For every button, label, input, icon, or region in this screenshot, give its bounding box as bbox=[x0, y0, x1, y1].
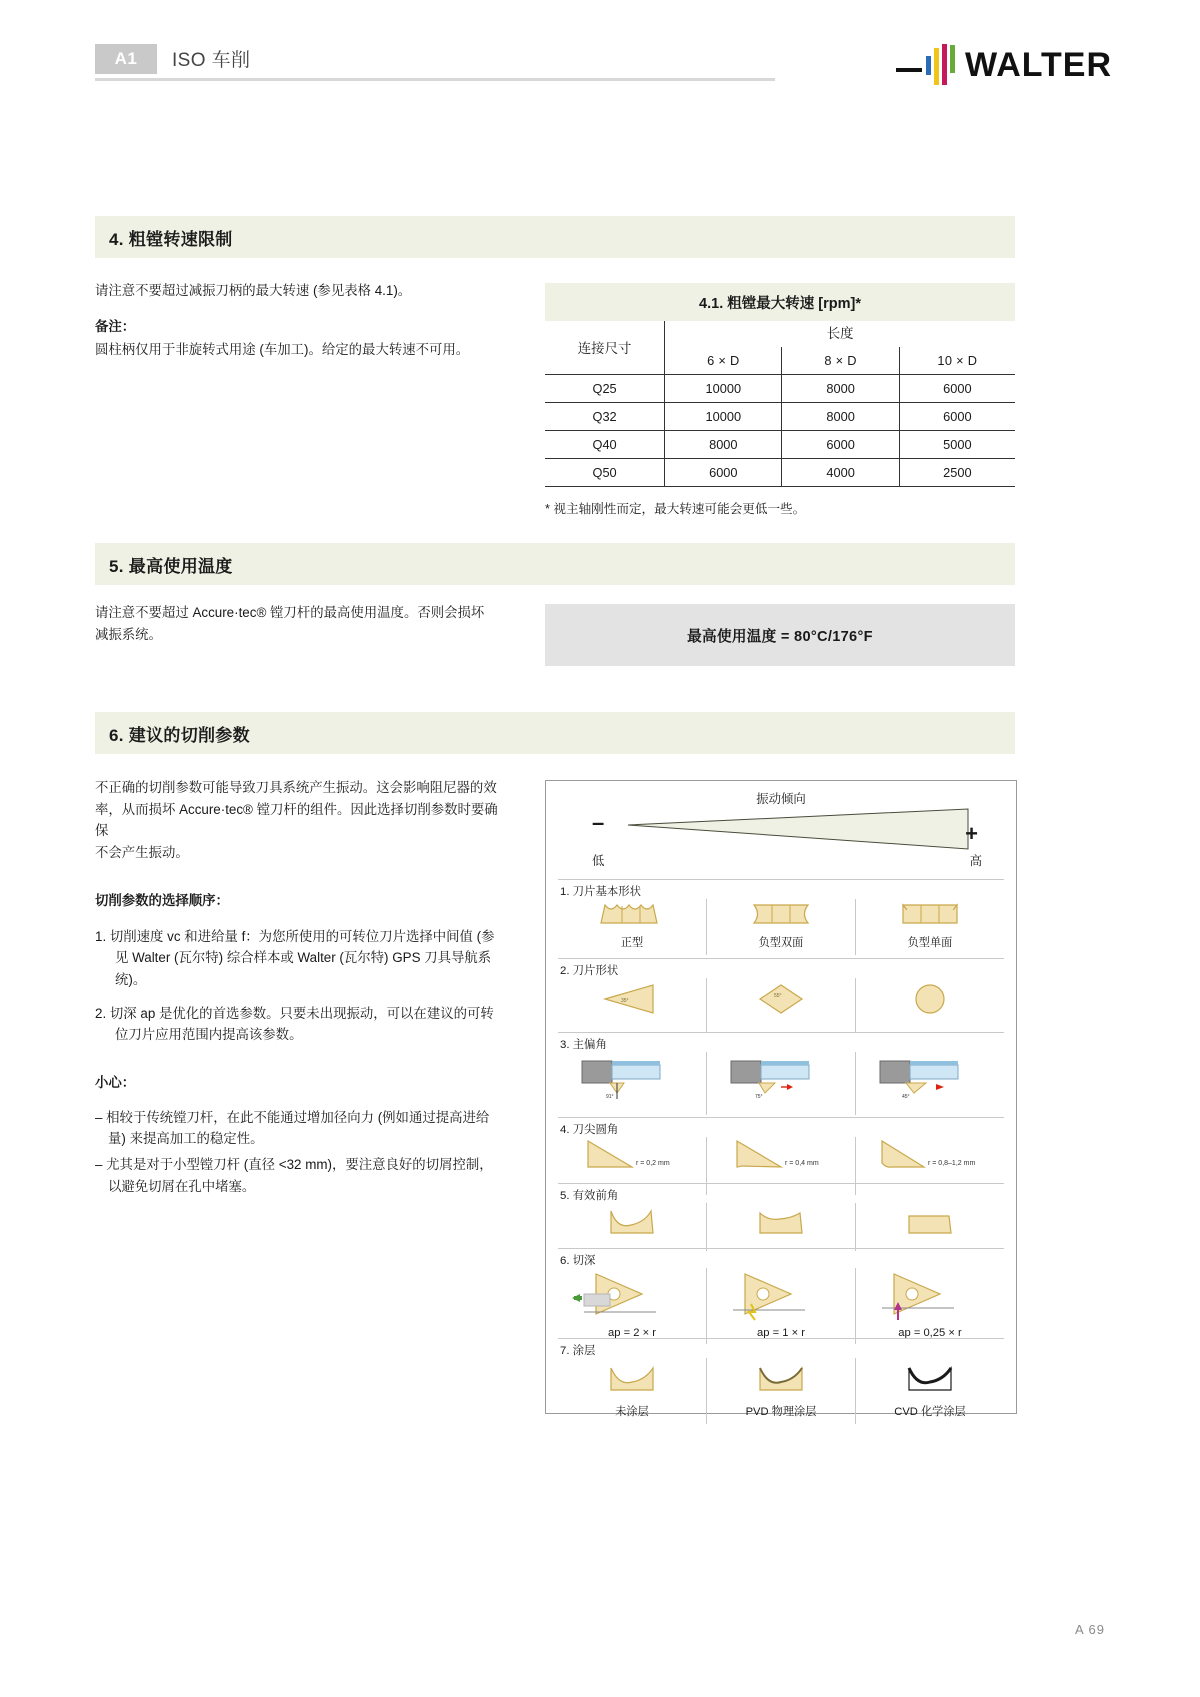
table-4-1-grid bbox=[545, 321, 1015, 487]
cell-caption: ap = 1 × r bbox=[757, 1327, 805, 1339]
logo-dash-icon bbox=[896, 68, 922, 72]
row-label: 7. 涂层 bbox=[560, 1345, 596, 1357]
insert-negative-double-icon bbox=[744, 899, 818, 931]
section-6-para-1a: 不正确的切削参数可能导致刀具系统产生振动。这会影响阻尼器的效 bbox=[95, 780, 497, 795]
figure-row-lead-angle bbox=[558, 1032, 1004, 1115]
row-label: 3. 主偏角 bbox=[560, 1039, 607, 1051]
rake-mid-icon bbox=[746, 1203, 816, 1243]
section-6-text bbox=[95, 777, 500, 1202]
max-temperature-value: 最高使用温度 = 80°C/176°F bbox=[687, 628, 873, 645]
row-0-val-1: 8000 bbox=[826, 381, 855, 396]
svg-text:55°: 55° bbox=[774, 993, 782, 999]
list-item: – 尤其是对于小型镗刀杆 (直径 <32 mm)，要注意良好的切屑控制，以避免切屑在孔中堵塞。 bbox=[95, 1157, 493, 1194]
section-6-caution-list bbox=[95, 1107, 500, 1198]
row-2-val-1: 6000 bbox=[826, 437, 855, 452]
table-row bbox=[545, 403, 1015, 431]
wedge-scale-labels bbox=[592, 851, 982, 869]
kappa-45-icon bbox=[874, 1052, 986, 1107]
coating-none-icon bbox=[597, 1358, 667, 1400]
page-number: A 69 bbox=[1074, 1622, 1105, 1637]
row-0-size: Q25 bbox=[592, 381, 617, 396]
nose-large-icon bbox=[866, 1137, 994, 1175]
shape-round-icon bbox=[895, 978, 965, 1024]
table-4-1-footnote: * 视主轴刚性而定，最大转速可能会更低一些。 bbox=[545, 502, 806, 516]
table-group-header: 长度 bbox=[826, 326, 854, 341]
row-label: 1. 刀片基本形状 bbox=[560, 886, 642, 898]
figure-cell bbox=[706, 899, 855, 955]
row-2-val-2: 5000 bbox=[943, 437, 972, 452]
section-6-para-1c: 不会产生振动。 bbox=[95, 845, 189, 861]
figure-cell bbox=[706, 1268, 855, 1344]
svg-text:r = 0,8–1,2 mm: r = 0,8–1,2 mm bbox=[928, 1160, 976, 1167]
header-divider bbox=[95, 78, 775, 81]
table-length-header-2: 10 × D bbox=[937, 353, 978, 368]
section-5-banner bbox=[95, 543, 1015, 585]
shape-55deg-icon bbox=[746, 978, 816, 1024]
section-6-ordered-list bbox=[95, 926, 500, 1047]
section-5-heading: 5. 最高使用温度 bbox=[109, 556, 233, 576]
minus-sign: – bbox=[592, 810, 605, 835]
cell-caption: 负型单面 bbox=[907, 937, 953, 949]
scale-high-label: 高 bbox=[969, 854, 982, 868]
figure-cell bbox=[558, 1268, 706, 1344]
table-length-header-0: 6 × D bbox=[707, 353, 740, 368]
cell-caption: CVD 化学涂层 bbox=[894, 1406, 966, 1418]
figure-cell bbox=[558, 1203, 706, 1251]
insert-positive-icon bbox=[595, 899, 669, 931]
table-length-header-1: 8 × D bbox=[824, 353, 857, 368]
kappa-75-icon bbox=[725, 1052, 837, 1107]
cell-caption: ap = 0,25 × r bbox=[898, 1327, 962, 1339]
cell-caption: 负型双面 bbox=[758, 937, 804, 949]
figure-cell bbox=[706, 1203, 855, 1251]
shape-35deg-icon bbox=[597, 978, 667, 1024]
row-3-val-2: 2500 bbox=[943, 465, 972, 480]
svg-text:75°: 75° bbox=[755, 1094, 763, 1100]
doc-2r-icon bbox=[570, 1268, 694, 1324]
section-6-caution-label: 小心： bbox=[95, 1075, 136, 1091]
cell-caption: 正型 bbox=[620, 937, 644, 949]
nose-medium-icon bbox=[721, 1137, 841, 1175]
section-6-order-label: 切削参数的选择顺序： bbox=[95, 892, 229, 908]
figure-cell bbox=[706, 978, 855, 1032]
rake-high-icon bbox=[597, 1203, 667, 1243]
list-item: 1. 切削速度 vc 和进给量 f：为您所使用的可转位刀片选择中间值 (参见 Walter (瓦尔特) 综合样本或 Walter (瓦尔特) GPS 刀具导航系统)。 bbox=[95, 928, 495, 987]
nose-small-icon bbox=[572, 1137, 692, 1175]
cell-caption: 未涂层 bbox=[615, 1406, 649, 1418]
table-row bbox=[545, 375, 1015, 403]
figure-cell bbox=[558, 899, 706, 955]
figure-cell bbox=[706, 1052, 855, 1115]
row-1-val-2: 6000 bbox=[943, 409, 972, 424]
row-3-size: Q50 bbox=[592, 465, 617, 480]
table-header-row-group bbox=[545, 321, 1015, 347]
row-3-val-1: 4000 bbox=[826, 465, 855, 480]
figure-cell bbox=[855, 1052, 1004, 1115]
plus-sign: + bbox=[965, 821, 978, 846]
row-1-val-0: 10000 bbox=[705, 409, 742, 424]
coating-pvd-icon bbox=[746, 1358, 816, 1400]
figure-cell bbox=[855, 1203, 1004, 1251]
row-1-val-1: 8000 bbox=[826, 409, 855, 424]
section-4-heading: 4. 粗镗转速限制 bbox=[109, 229, 233, 249]
page-header bbox=[0, 0, 1200, 110]
row-0-val-0: 10000 bbox=[705, 381, 742, 396]
logo-wordmark: WALTER bbox=[964, 46, 1112, 84]
section-4-banner bbox=[95, 216, 1015, 258]
section-4-note-text: 圆柱柄仅用于非旋转式用途 (车加工)。给定的最大转速不可用。 bbox=[95, 342, 470, 358]
svg-text:45°: 45° bbox=[902, 1094, 910, 1100]
figure-row-coating bbox=[558, 1338, 1004, 1424]
table-row bbox=[545, 431, 1015, 459]
row-2-val-0: 8000 bbox=[709, 437, 738, 452]
kappa-91-icon bbox=[576, 1052, 688, 1107]
figure-row-depth-of-cut bbox=[558, 1248, 1004, 1344]
walter-logo bbox=[896, 44, 1112, 86]
svg-text:r = 0,4 mm: r = 0,4 mm bbox=[785, 1160, 819, 1167]
list-item: – 相较于传统镗刀杆，在此不能通过增加径向力 (例如通过提高进给量) 来提高加工的稳定性。 bbox=[95, 1109, 490, 1147]
max-temperature-box bbox=[545, 604, 1015, 666]
section-5-para-a: 请注意不要超过 Accure·tec® 镗刀杆的最高使用温度。否则会损坏 bbox=[95, 605, 485, 620]
svg-text:35°: 35° bbox=[621, 998, 629, 1004]
wedge-title: 振动倾向 bbox=[756, 792, 806, 806]
scale-low-label: 低 bbox=[592, 854, 605, 868]
list-item: 2. 切深 ap 是优化的首选参数。只要未出现振动，可以在建议的可转位刀片应用范围内提高该参数。 bbox=[95, 1005, 494, 1043]
svg-text:r = 0,2 mm: r = 0,2 mm bbox=[636, 1160, 670, 1167]
row-label: 2. 刀片形状 bbox=[560, 965, 619, 977]
section-6-heading: 6. 建议的切削参数 bbox=[109, 725, 250, 745]
row-0-val-2: 6000 bbox=[943, 381, 972, 396]
figure-row-insert-basic-shape bbox=[558, 879, 1004, 955]
cell-caption: ap = 2 × r bbox=[608, 1327, 656, 1339]
svg-text:91°: 91° bbox=[606, 1094, 614, 1100]
wedge-triangle-icon bbox=[592, 807, 982, 851]
section-6-banner bbox=[95, 712, 1015, 754]
section-4-para-1: 请注意不要超过减振刀柄的最大转速 (参见表格 4.1)。 bbox=[95, 283, 412, 298]
row-1-size: Q32 bbox=[592, 409, 617, 424]
doc-1r-icon bbox=[719, 1268, 843, 1324]
figure-cell bbox=[855, 899, 1004, 955]
chapter-tag: A1 bbox=[95, 44, 157, 74]
row-2-size: Q40 bbox=[592, 437, 617, 452]
coating-cvd-icon bbox=[895, 1358, 965, 1400]
table-row bbox=[545, 459, 1015, 487]
cell-caption: PVD 物理涂层 bbox=[745, 1406, 817, 1418]
figure-cell bbox=[855, 1358, 1004, 1424]
doc-025r-icon bbox=[868, 1268, 992, 1324]
logo-bars-icon bbox=[926, 45, 958, 85]
section-4-note-label: 备注： bbox=[95, 318, 136, 334]
figure-row-insert-shape bbox=[558, 958, 1004, 1032]
row-3-val-0: 6000 bbox=[709, 465, 738, 480]
row-label: 4. 刀尖圆角 bbox=[560, 1124, 619, 1136]
figure-cell bbox=[855, 1268, 1004, 1344]
table-4-1-title: 4.1. 粗镗最大转速 [rpm]* bbox=[545, 283, 1015, 321]
figure-cell bbox=[855, 978, 1004, 1032]
figure-row-effective-rake bbox=[558, 1183, 1004, 1251]
section-5-text bbox=[95, 602, 495, 658]
section-4-text bbox=[95, 280, 495, 374]
figure-cell bbox=[558, 978, 706, 1032]
row-label: 6. 切深 bbox=[560, 1255, 596, 1267]
section-6-para-1b: 率，从而损坏 Accure·tec® 镗刀杆的组件。因此选择切削参数时要确保 bbox=[95, 801, 498, 839]
section-5-para-b: 减振系统。 bbox=[95, 626, 162, 642]
table-4-1 bbox=[545, 283, 1015, 517]
rake-low-icon bbox=[895, 1203, 965, 1243]
figure-cell bbox=[558, 1358, 706, 1424]
vibration-tendency-figure bbox=[545, 780, 1017, 1418]
row-label: 5. 有效前角 bbox=[560, 1190, 619, 1202]
page-title: ISO 车削 bbox=[172, 50, 251, 71]
figure-cell bbox=[706, 1358, 855, 1424]
figure-cell bbox=[558, 1052, 706, 1115]
table-col0-header: 连接尺寸 bbox=[577, 341, 632, 356]
wedge-graphic bbox=[592, 807, 982, 851]
insert-negative-single-icon bbox=[893, 899, 967, 931]
